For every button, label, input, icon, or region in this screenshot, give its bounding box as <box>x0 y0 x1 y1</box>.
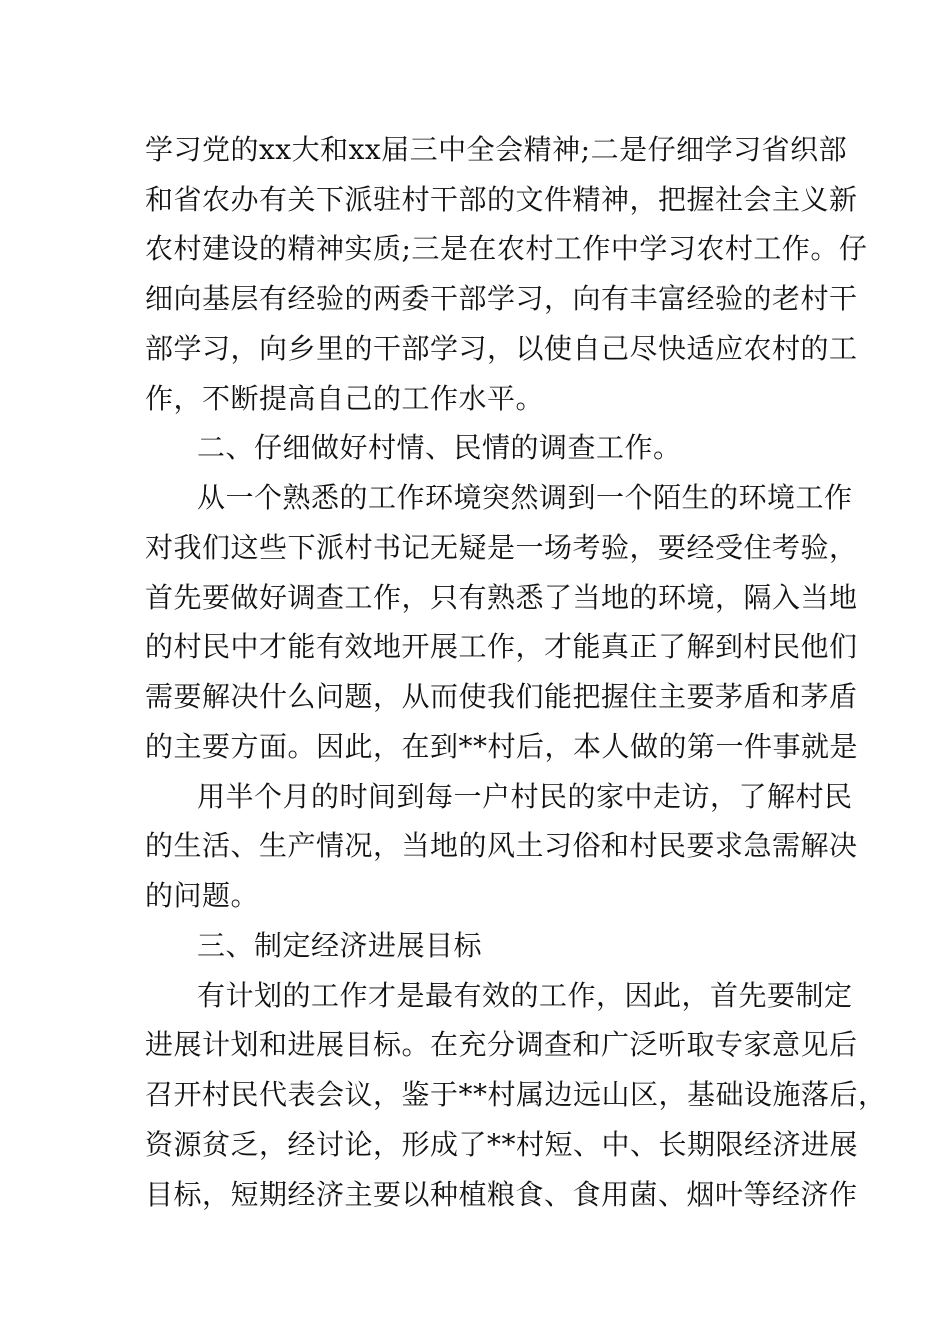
text-line: 首先要做好调查工作，只有熟悉了当地的环境，隔入当地 <box>145 581 858 614</box>
text-line: 进展计划和进展目标。在充分调查和广泛听取专家意见后 <box>145 1028 858 1061</box>
text-line: 用半个月的时间到每一户村民的家中走访，了解村民 <box>197 780 853 813</box>
text-line: 需要解决什么问题，从而使我们能把握住主要茅盾和茅盾 <box>145 680 858 713</box>
text-line: 有计划的工作才是最有效的工作，因此，首先要制定 <box>197 979 853 1012</box>
text-line: 从一个熟悉的工作环境突然调到一个陌生的环境工作 <box>197 481 853 514</box>
text-line: 的村民中才能有效地开展工作，才能真正了解到村民他们 <box>145 630 858 663</box>
text-line: 细向基层有经验的两委干部学习，向有丰富经验的老村干 <box>145 282 858 315</box>
text-line: 作，不断提高自己的工作水平。 <box>145 382 545 415</box>
text-line: 的生活、生产情况，当地的风土习俗和村民要求急需解决 <box>145 829 858 862</box>
text-line: 的问题。 <box>145 879 260 912</box>
text-line: 和省农办有关下派驻村干部的文件精神，把握社会主义新 <box>145 183 858 216</box>
text-line: 学习党的xx大和xx届三中全会精神;二是仔细学习省织部 <box>145 133 848 166</box>
text-line: 目标，短期经济主要以种植粮食、食用菌、烟叶等经济作 <box>145 1178 858 1211</box>
text-line: 对我们这些下派村书记无疑是一场考验，要经受住考验， <box>145 531 858 564</box>
text-line: 召开村民代表会议，鉴于**村属边远山区，基础设施落后， <box>145 1078 887 1111</box>
text-line: 资源贫乏，经讨论，形成了**村短、中、长期限经济进展 <box>145 1128 859 1161</box>
section-heading: 二、仔细做好村情、民情的调查工作。 <box>197 431 682 464</box>
section-heading: 三、制定经济进展目标 <box>197 929 483 962</box>
text-line: 部学习，向乡里的干部学习，以使自己尽快适应农村的工 <box>145 332 858 365</box>
text-line: 的主要方面。因此，在到**村后，本人做的第一件事就是 <box>145 730 859 763</box>
text-line: 农村建设的精神实质;三是在农村工作中学习农村工作。仔 <box>145 232 868 265</box>
